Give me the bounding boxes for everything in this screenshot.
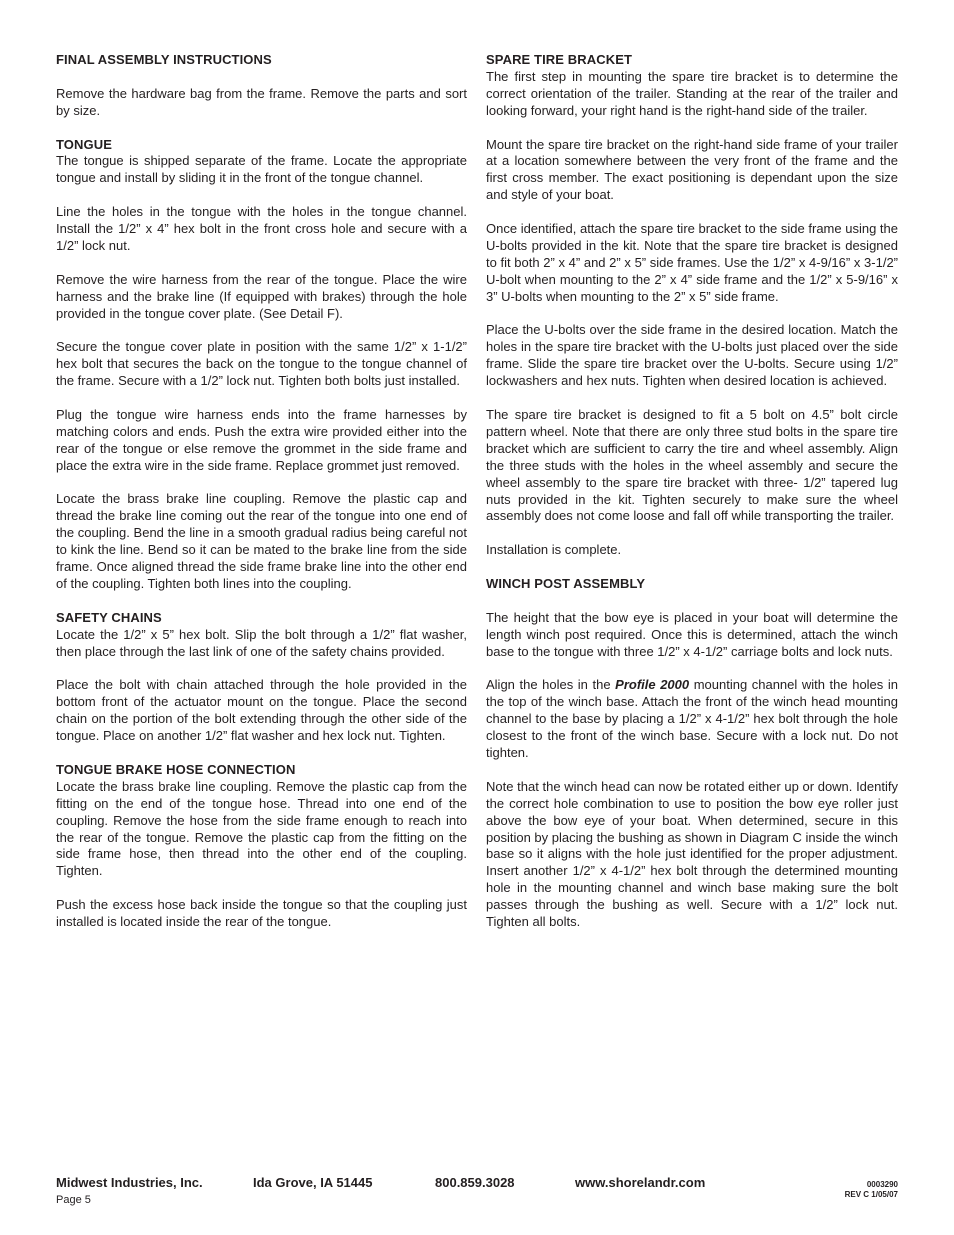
section-safety-chains: [56, 610, 467, 745]
paragraph: [56, 204, 467, 255]
section-heading: WINCH POST ASSEMBLY: [486, 576, 646, 591]
paragraph: [486, 137, 898, 205]
text-run: Locate the 1/2” x 5” hex bolt. Slip the bolt through a 1/2” flat washer, then place through the last link of one of the safety chains provided.: [56, 626, 467, 659]
text-run: Installation is complete.: [486, 542, 622, 558]
text-run: Plug the tongue wire harness ends into the frame harnesses by matching colors and ends. Push the extra wire provided either into the rear of the tongue or else remove the grommet in the side frame and place the extra wire in the side frame. Replace grommet just removed.: [56, 406, 467, 473]
paragraph: [56, 677, 467, 745]
right-column: [486, 52, 898, 931]
section-spare-tire-bracket: [486, 52, 898, 559]
page-number: Page 5: [56, 1194, 91, 1206]
paragraph: [486, 677, 898, 762]
footer-phone: 800.859.3028: [435, 1175, 515, 1190]
text-run: The tongue is shipped separate of the frame. Locate the appropriate tongue and install by sliding it in the front of the tongue channel.: [56, 153, 467, 186]
section-heading: SPARE TIRE BRACKET: [486, 52, 633, 67]
text-run: Remove the hardware bag from the frame. Remove the parts and sort by size.: [56, 85, 467, 118]
text-run: Mount the spare tire bracket on the right-hand side frame of your trailer at a location somewhere between the very front of the frame and the first cross member. The exact positioning is dependant upon the size and style of your boat.: [486, 136, 898, 203]
text-run: The height that the bow eye is placed in your boat will determine the length winch post required. Once this is determined, attach the winch base to the tongue with three 1/2” x 4-1/2” carriage bolts and lock nuts.: [486, 609, 898, 659]
footer-contact-row: [56, 1175, 898, 1199]
footer-website: www.shorelandr.com: [575, 1175, 706, 1190]
footer-city: Ida Grove, IA 51445: [253, 1175, 373, 1190]
paragraph: [486, 542, 898, 559]
paragraph: [56, 153, 467, 187]
paragraph: [56, 491, 467, 592]
text-run: Push the excess hose back inside the tongue so that the coupling just installed is located inside the rear of the tongue.: [56, 897, 467, 930]
text-run: Secure the tongue cover plate in position with the same 1/2” x 1-1/2” hex bolt that secures the back on the tongue to the tongue channel of the frame. Secure with a 1/2” lock nut. Tighten both bolts just installed.: [56, 339, 467, 389]
paragraph: [56, 627, 467, 661]
section-heading: TONGUE: [56, 136, 112, 152]
page-footer: [56, 1175, 898, 1206]
paragraph: [56, 86, 467, 120]
text-run: Once identified, attach the spare tire bracket to the side frame using the U-bolts provided in the kit. Note that the spare tire bracket is designed to fit both 2” x 4” and 2” x 5” side frames. Use the 1/2” x 4-9/16” x 3-1/2” U-bolt when mounting to the 2” x 4” side frame and the 1/2” x 5-9/16” x 3” U-bolts when mounting to the 2” x 5” side frame.: [486, 221, 898, 304]
text-run: Place the bolt with chain attached through the hole provided in the bottom front of the actuator mount on the tongue. Place the second chain on the portion of the bolt extending through the other side of the tongue. Place on another 1/2” flat washer and hex lock nut. Tighten.: [56, 677, 467, 744]
paragraph: [486, 779, 898, 931]
text-run: Line the holes in the tongue with the holes in the tongue channel. Install the 1/2” x 4” hex bolt in the front cross hole and secure with a 1/2” lock nut.: [56, 204, 467, 253]
text-run: The spare tire bracket is designed to fit a 5 bolt on 4.5” bolt circle pattern wheel. Note that there are only three stud bolts in the spare tire bracket which are sufficient to carry the tire and wheel assembly. Align the three studs with the holes in the wheel assembly and secure the wheel assembly to the spare tire bracket with three- 1/2” tapered lug nuts provided in the kit. Tighten securely to make sure the wheel assembly does not come loose and fall off while transporting the trailer.: [486, 406, 898, 524]
paragraph: [486, 407, 898, 525]
product-name: Profile 2000: [615, 677, 690, 693]
section-heading: SAFETY CHAINS: [56, 609, 162, 625]
section-tongue-brake-hose-connection: [56, 762, 467, 931]
paragraph: [486, 322, 898, 390]
paragraph: [56, 272, 467, 323]
footer-revision: REV C 1/05/07: [844, 1190, 898, 1199]
footer-document-id: [845, 1180, 898, 1200]
paragraph: [486, 221, 898, 306]
paragraph: [56, 339, 467, 390]
text-run: The first step in mounting the spare tire bracket is to determine the correct orientation of the trailer. Standing at the rear of the trailer and looking forward, your right hand is the right-hand side of the trailer.: [486, 68, 898, 118]
paragraph: [486, 69, 898, 120]
text-run: Locate the brass brake line coupling. Remove the plastic cap from the fitting on the end of the tongue hose. Thread into one end of the coupling. Remove the hose from the side frame enough to reach into the rear of the tongue. Remove the plastic cap from the fitting on the side frame hose, then thread into the other end of the coupling. Tighten.: [56, 778, 467, 879]
text-run: Align the holes in the: [486, 677, 616, 693]
section-winch-post-assembly: [486, 576, 898, 931]
footer-part-number: 0003290: [866, 1180, 898, 1189]
section-heading: TONGUE BRAKE HOSE CONNECTION: [56, 761, 296, 777]
paragraph: [56, 779, 467, 880]
text-run: Note that the winch head can now be rotated either up or down. Identify the correct hole combination to use to position the bow eye roller just above the bow eye of your boat. When determined, secure in this position by placing the bushing as shown in Diagram C inside the winch base so it aligns with the hole just identified for the proper adjustment. Insert another 1/2” x 4-1/2” hex bolt through the determined mounting hole in the mounting channel and winch base making sure the bolt passes through the bushing as well. Secure with a 1/2” lock nut. Tighten all bolts.: [486, 778, 898, 930]
text-run: mounting channel with the holes in the top of the winch base. Attach the front of the winch head mounting channel to the base by placing a 1/2” x 4-1/2” hex bolt through the hole closest to the front of the winch base. Secure with a lock nut. Do not tighten.: [486, 677, 898, 761]
section-heading: FINAL ASSEMBLY INSTRUCTIONS: [56, 52, 272, 67]
text-run: Place the U-bolts over the side frame in the desired location. Match the holes in the spare tire bracket with the U-bolts just placed over the side frame. Slide the spare tire bracket over the U-bolts. Secure using 1/2” lockwashers and hex nuts. Tighten when desired location is achieved.: [486, 322, 898, 389]
section-tongue: [56, 137, 467, 593]
left-column: [56, 52, 467, 931]
paragraph: [486, 610, 898, 661]
text-run: Remove the wire harness from the rear of the tongue. Place the wire harness and the brake line (If equipped with brakes) through the hole provided in the tongue cover plate. (See Detail F).: [56, 271, 467, 321]
section-final-assembly-instructions: [56, 52, 467, 120]
paragraph: [56, 407, 467, 475]
text-run: Locate the brass brake line coupling. Remove the plastic cap and thread the brake line coming out the rear of the tongue into one end of the coupling. Bend the line in a smooth gradual radius being careful not to kink the line. Bend so it can be mated to the brake line from the side frame. Once aligned thread the side frame brake line into the other end of the coupling. Tighten both lines into the coupling.: [56, 491, 467, 591]
paragraph: [56, 897, 467, 931]
footer-company: Midwest Industries, Inc.: [56, 1175, 203, 1190]
